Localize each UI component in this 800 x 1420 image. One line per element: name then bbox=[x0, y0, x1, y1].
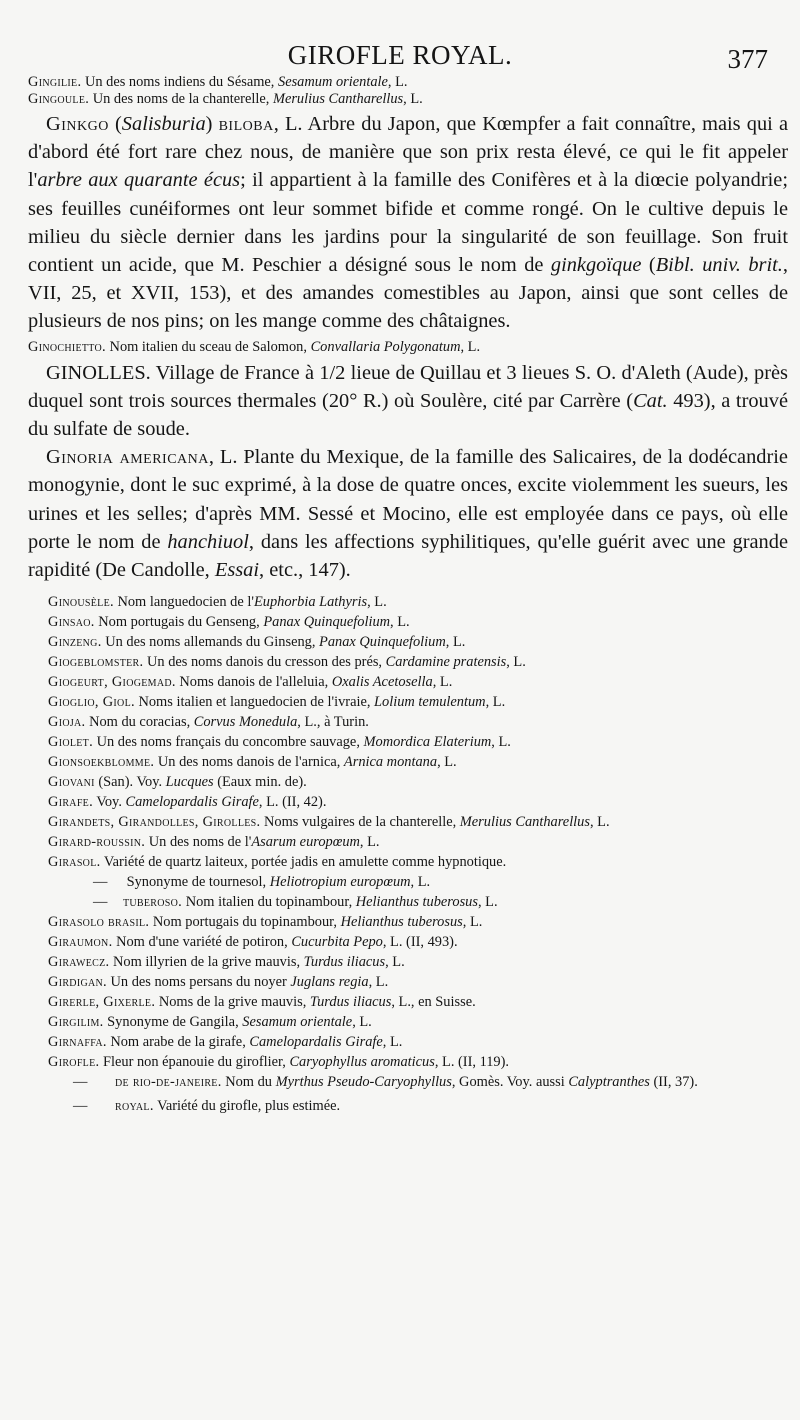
entry-gingilie: Gingilie. Un des noms indiens du Sésame, Sesamum orientale, L. bbox=[28, 74, 408, 90]
entry-girerle: Girerle, Gixerle. Noms de la grive mauvis, Turdus iliacus, L., en Suisse. bbox=[48, 994, 476, 1011]
entry-giovani: Giovani (San). Voy. Lucques (Eaux min. de). bbox=[48, 774, 307, 791]
entry-girofle: Girofle. Fleur non épanouie du giroflier, Caryophyllus aromaticus, L. (II, 119). bbox=[48, 1054, 510, 1071]
entry-giraumon: Giraumon. Nom d'une variété de potiron, Cucurbita Pepo, L. (II, 493). bbox=[48, 934, 458, 951]
entry-girard-roussin: Girard-roussin. Un des noms de l'Asarum europœum, L. bbox=[48, 834, 380, 851]
entry-giolet: Giolet. Un des noms français du concombre sauvage, Momordica Elaterium, L. bbox=[48, 734, 511, 751]
entry-ginzeng: Ginzeng. Un des noms allemands du Ginseng, Panax Quinquefolium, L. bbox=[48, 634, 466, 651]
entry-girasol-synonyme: — Synonyme de tournesol, Heliotropium europœum, L. bbox=[93, 874, 431, 891]
running-title: GIROFLE ROYAL. bbox=[287, 40, 513, 70]
entry-ginoria: Ginoria americana, L. Plante du Mexique, de la famille des Salicaires, de la dodécandrie monogynie, dont le suc exprimé, à la dose de quatre onces, excite violemment les sueurs, les urines et les selles; d'après MM. Sessé et Mocino, elle est employée dans ce pays, où elle porte le nom de hanchiuol, dans les affections syphilitiques, qu'elle guérit avec une grande rapidité (De Candolle, Essai, etc., 147). bbox=[28, 446, 789, 582]
entry-girgilim: Girgilim. Synonyme de Gangila, Sesamum orientale, L. bbox=[48, 1014, 372, 1031]
entry-ginousele: Ginousèle. Nom languedocien de l'Euphorbia Lathyris, L. bbox=[48, 594, 387, 611]
entry-giogeurt: Giogeurt, Giogemad. Noms danois de l'alleluia, Oxalis Acetosella, L. bbox=[48, 674, 453, 691]
entry-girnaffa: Girnaffa. Nom arabe de la girafe, Camelopardalis Girafe, L. bbox=[48, 1034, 403, 1051]
entry-girofle-rio: — de rio-de-janeire. Nom du Myrthus Pseudo-Caryophyllus, Gomès. Voy. aussi Calyptranthes (II, 37). bbox=[73, 1074, 698, 1091]
entry-ginsao: Ginsao. Nom portugais du Genseng, Panax Quinquefolium, L. bbox=[48, 614, 410, 631]
entry-ginochietto: Ginochietto. Nom italien du sceau de Salomon, Convallaria Polygonatum, L. bbox=[28, 338, 481, 355]
entry-girdigan: Girdigan. Un des noms persans du noyer Juglans regia, L. bbox=[48, 974, 389, 991]
entry-giogeblomster: Giogeblomster. Un des noms danois du cresson des prés, Cardamine pratensis, L. bbox=[48, 654, 526, 671]
entry-ginolles: GINOLLES. Village de France à 1/2 lieue de Quillau et 3 lieues S. O. d'Aleth (Aude), près duquel sont trois sources thermales (20° R.) où Soulère, cité par Carrère (Cat. 493), a trouvé du sulfate de soude. bbox=[28, 361, 788, 441]
entry-girawecz: Girawecz. Nom illyrien de la grive mauvis, Turdus iliacus, L. bbox=[48, 954, 405, 971]
entry-gionsoekblomme: Gionsoekblomme. Un des noms danois de l'arnica, Arnica montana, L. bbox=[48, 754, 457, 771]
entry-gingoule: Gingoule. Un des noms de la chanterelle, Merulius Cantharellus, L. bbox=[28, 91, 423, 107]
entry-girafe: Girafe. Voy. Camelopardalis Girafe, L. (II, 42). bbox=[48, 794, 327, 811]
short-entries bbox=[28, 592, 788, 1116]
entry-gioja: Gioja. Nom du coracias, Corvus Monedula, L., à Turin. bbox=[48, 714, 369, 731]
entry-girasolo-brasil: Girasolo brasil. Nom portugais du topinambour, Helianthus tuberosus, L. bbox=[48, 914, 483, 931]
entry-girofle-royal: — royal. Variété du girofle, plus estimée. bbox=[73, 1098, 341, 1115]
entry-girasol: Girasol. Variété de quartz laiteux, portée jadis en amulette comme hypnotique. bbox=[48, 854, 507, 871]
entry-ginkgo: Ginkgo (Salisburia) biloba, L. Arbre du Japon, que Kœmpfer a fait connaître, mais qui a d'abord été fort rare chez nous, de manière que son prix resta élevé, ce qui le fit appeler l'arbre aux quarante écus; il appartient à la famille des Conifères et à la diœcie polyandrie; ses feuilles cunéiformes ont leur sommet bifide et comme rongé. On le cultive depuis le milieu du siècle dernier dans les jardins pour la singularité de son feuillage. Son fruit contient un acide, que M. Peschier a désigné sous le nom de ginkgoïque (Bibl. univ. brit., VII, 25, et XVII, 153), et des amandes comestibles au Japon, ainsi que sont celles de plusieurs de nos pins; on les mange comme des châtaignes. bbox=[28, 113, 789, 333]
entry-girasol-tuberoso: — tuberoso. Nom italien du topinambour, Helianthus tuberosus, L. bbox=[93, 894, 498, 911]
entry-girandets: Girandets, Girandolles, Girolles. Noms vulgaires de la chanterelle, Merulius Cantharellus, L. bbox=[48, 814, 610, 831]
page-number: 377 bbox=[727, 44, 768, 74]
entries bbox=[28, 74, 788, 1116]
entry-gioglio: Gioglio, Giol. Noms italien et languedocien de l'ivraie, Lolium temulentum, L. bbox=[48, 694, 506, 711]
